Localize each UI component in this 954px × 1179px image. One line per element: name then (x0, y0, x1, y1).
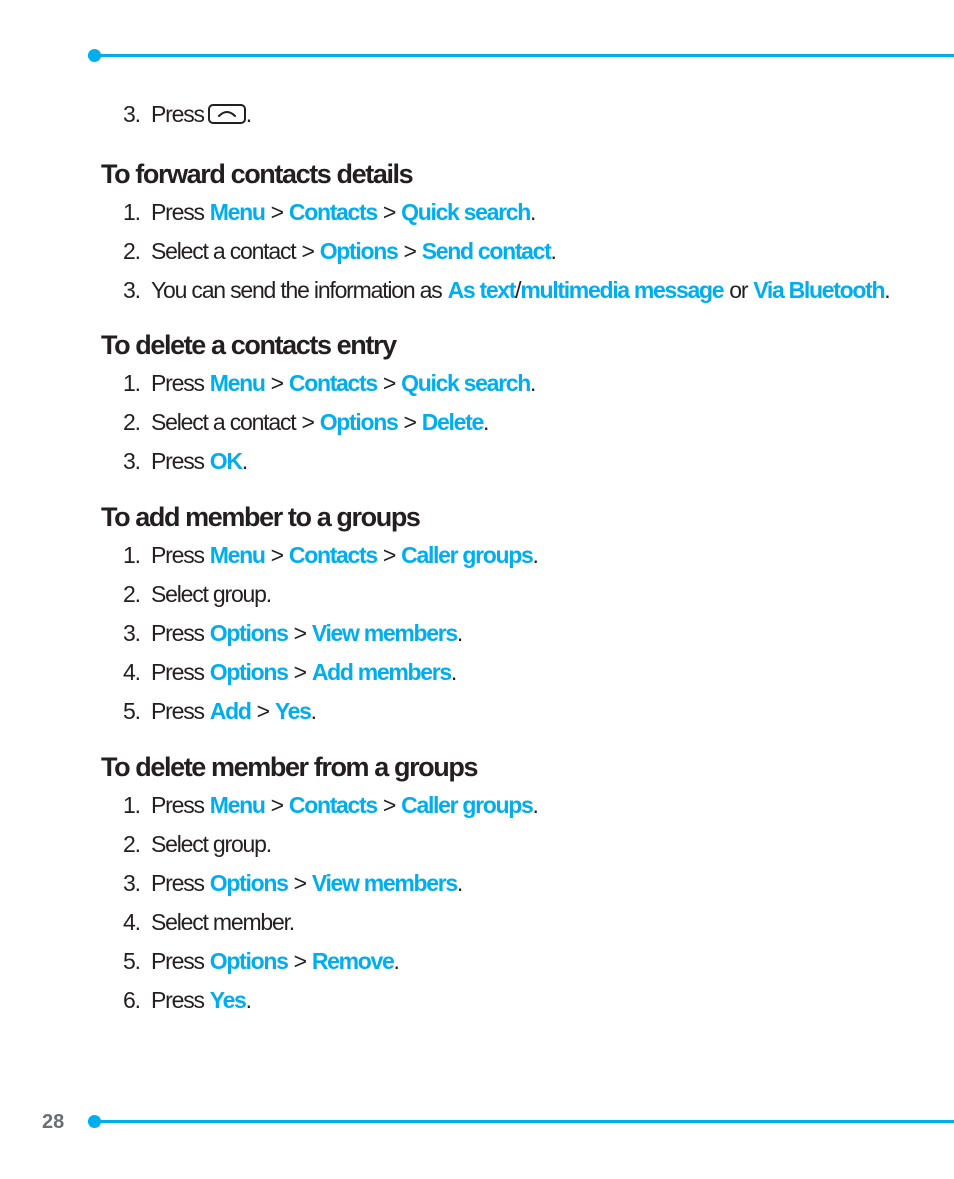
menu-path-item: Menu (209, 792, 265, 818)
menu-path-item: Options (319, 409, 398, 435)
list-item: 1. Press Menu > Contacts > Quick search. (123, 370, 536, 396)
menu-path-item: Options (209, 948, 288, 974)
section-title-delete-contact: To delete a contacts entry (101, 330, 396, 360)
end-call-key-icon (208, 104, 246, 124)
menu-path-item: Quick search (401, 370, 531, 396)
menu-path-item: Via Bluetooth (753, 277, 885, 303)
menu-path-item: Quick search (401, 199, 531, 225)
menu-path-item: Menu (209, 370, 265, 396)
list-item: 2. Select a contact > Options > Send contact. (123, 238, 556, 264)
bottom-rule-dot (88, 1115, 101, 1128)
list-item: 6. Press Yes. (123, 987, 251, 1013)
menu-path-item: Delete (421, 409, 483, 435)
list-item: 3. Press OK. (123, 448, 247, 474)
list-item: 5. Press Add > Yes. (123, 698, 316, 724)
menu-path-item: As text (447, 277, 516, 303)
list-item: 4. Press Options > Add members. (123, 659, 457, 685)
section-title-delete-member: To delete member from a groups (101, 752, 478, 782)
menu-path-item: Contacts (288, 370, 377, 396)
menu-path-item: OK (209, 448, 242, 474)
list-item: 2. Select a contact > Options > Delete. (123, 409, 489, 435)
menu-path-item: Contacts (288, 792, 377, 818)
menu-path-item: Yes (274, 698, 311, 724)
list-item: 1. Press Menu > Contacts > Caller groups. (123, 542, 538, 568)
menu-path-item: Caller groups (401, 542, 533, 568)
top-rule-dot (88, 49, 101, 62)
menu-path-item: Yes (209, 987, 246, 1013)
list-item: 1. Press Menu > Contacts > Caller groups. (123, 792, 538, 818)
delete-member-steps (101, 786, 891, 1020)
menu-path-item: Add (209, 698, 251, 724)
list-item: 2. Select group. (123, 831, 271, 857)
menu-path-item: multimedia message (520, 277, 724, 303)
menu-path-item: Contacts (288, 542, 377, 568)
menu-path-item: Options (319, 238, 398, 264)
list-item: 2. Select group. (123, 581, 271, 607)
menu-path-item: Add members (311, 659, 451, 685)
menu-path-item: Options (209, 870, 288, 896)
menu-path-item: Options (209, 620, 288, 646)
page-content (101, 95, 891, 1020)
menu-path-item: View members (311, 620, 457, 646)
list-item: 1. Press Menu > Contacts > Quick search. (123, 199, 536, 225)
delete-contact-steps (101, 364, 891, 481)
list-item: 3. Press Options > View members. (123, 870, 463, 896)
menu-path-item: Send contact (421, 238, 551, 264)
intro-steps (101, 95, 891, 134)
list-item: 3. Press . (123, 101, 251, 127)
page-number: 28 (42, 1111, 65, 1133)
list-item: 3. You can send the information as As text/multimedia message or Via Bluetooth. (123, 277, 890, 303)
list-item: 5. Press Options > Remove. (123, 948, 399, 974)
add-member-steps (101, 536, 891, 731)
menu-path-item: Caller groups (401, 792, 533, 818)
menu-path-item: Menu (209, 542, 265, 568)
section-title-add-member: To add member to a groups (101, 502, 420, 532)
menu-path-item: View members (311, 870, 457, 896)
bottom-rule (88, 1120, 954, 1123)
menu-path-item: Menu (209, 199, 265, 225)
menu-path-item: Remove (311, 948, 394, 974)
menu-path-item: Options (209, 659, 288, 685)
menu-path-item: Contacts (288, 199, 377, 225)
list-item: 4. Select member. (123, 909, 294, 935)
top-rule (88, 54, 954, 57)
section-title-forward-contacts: To forward contacts details (101, 159, 413, 189)
list-item: 3. Press Options > View members. (123, 620, 463, 646)
forward-contacts-steps (101, 193, 891, 309)
